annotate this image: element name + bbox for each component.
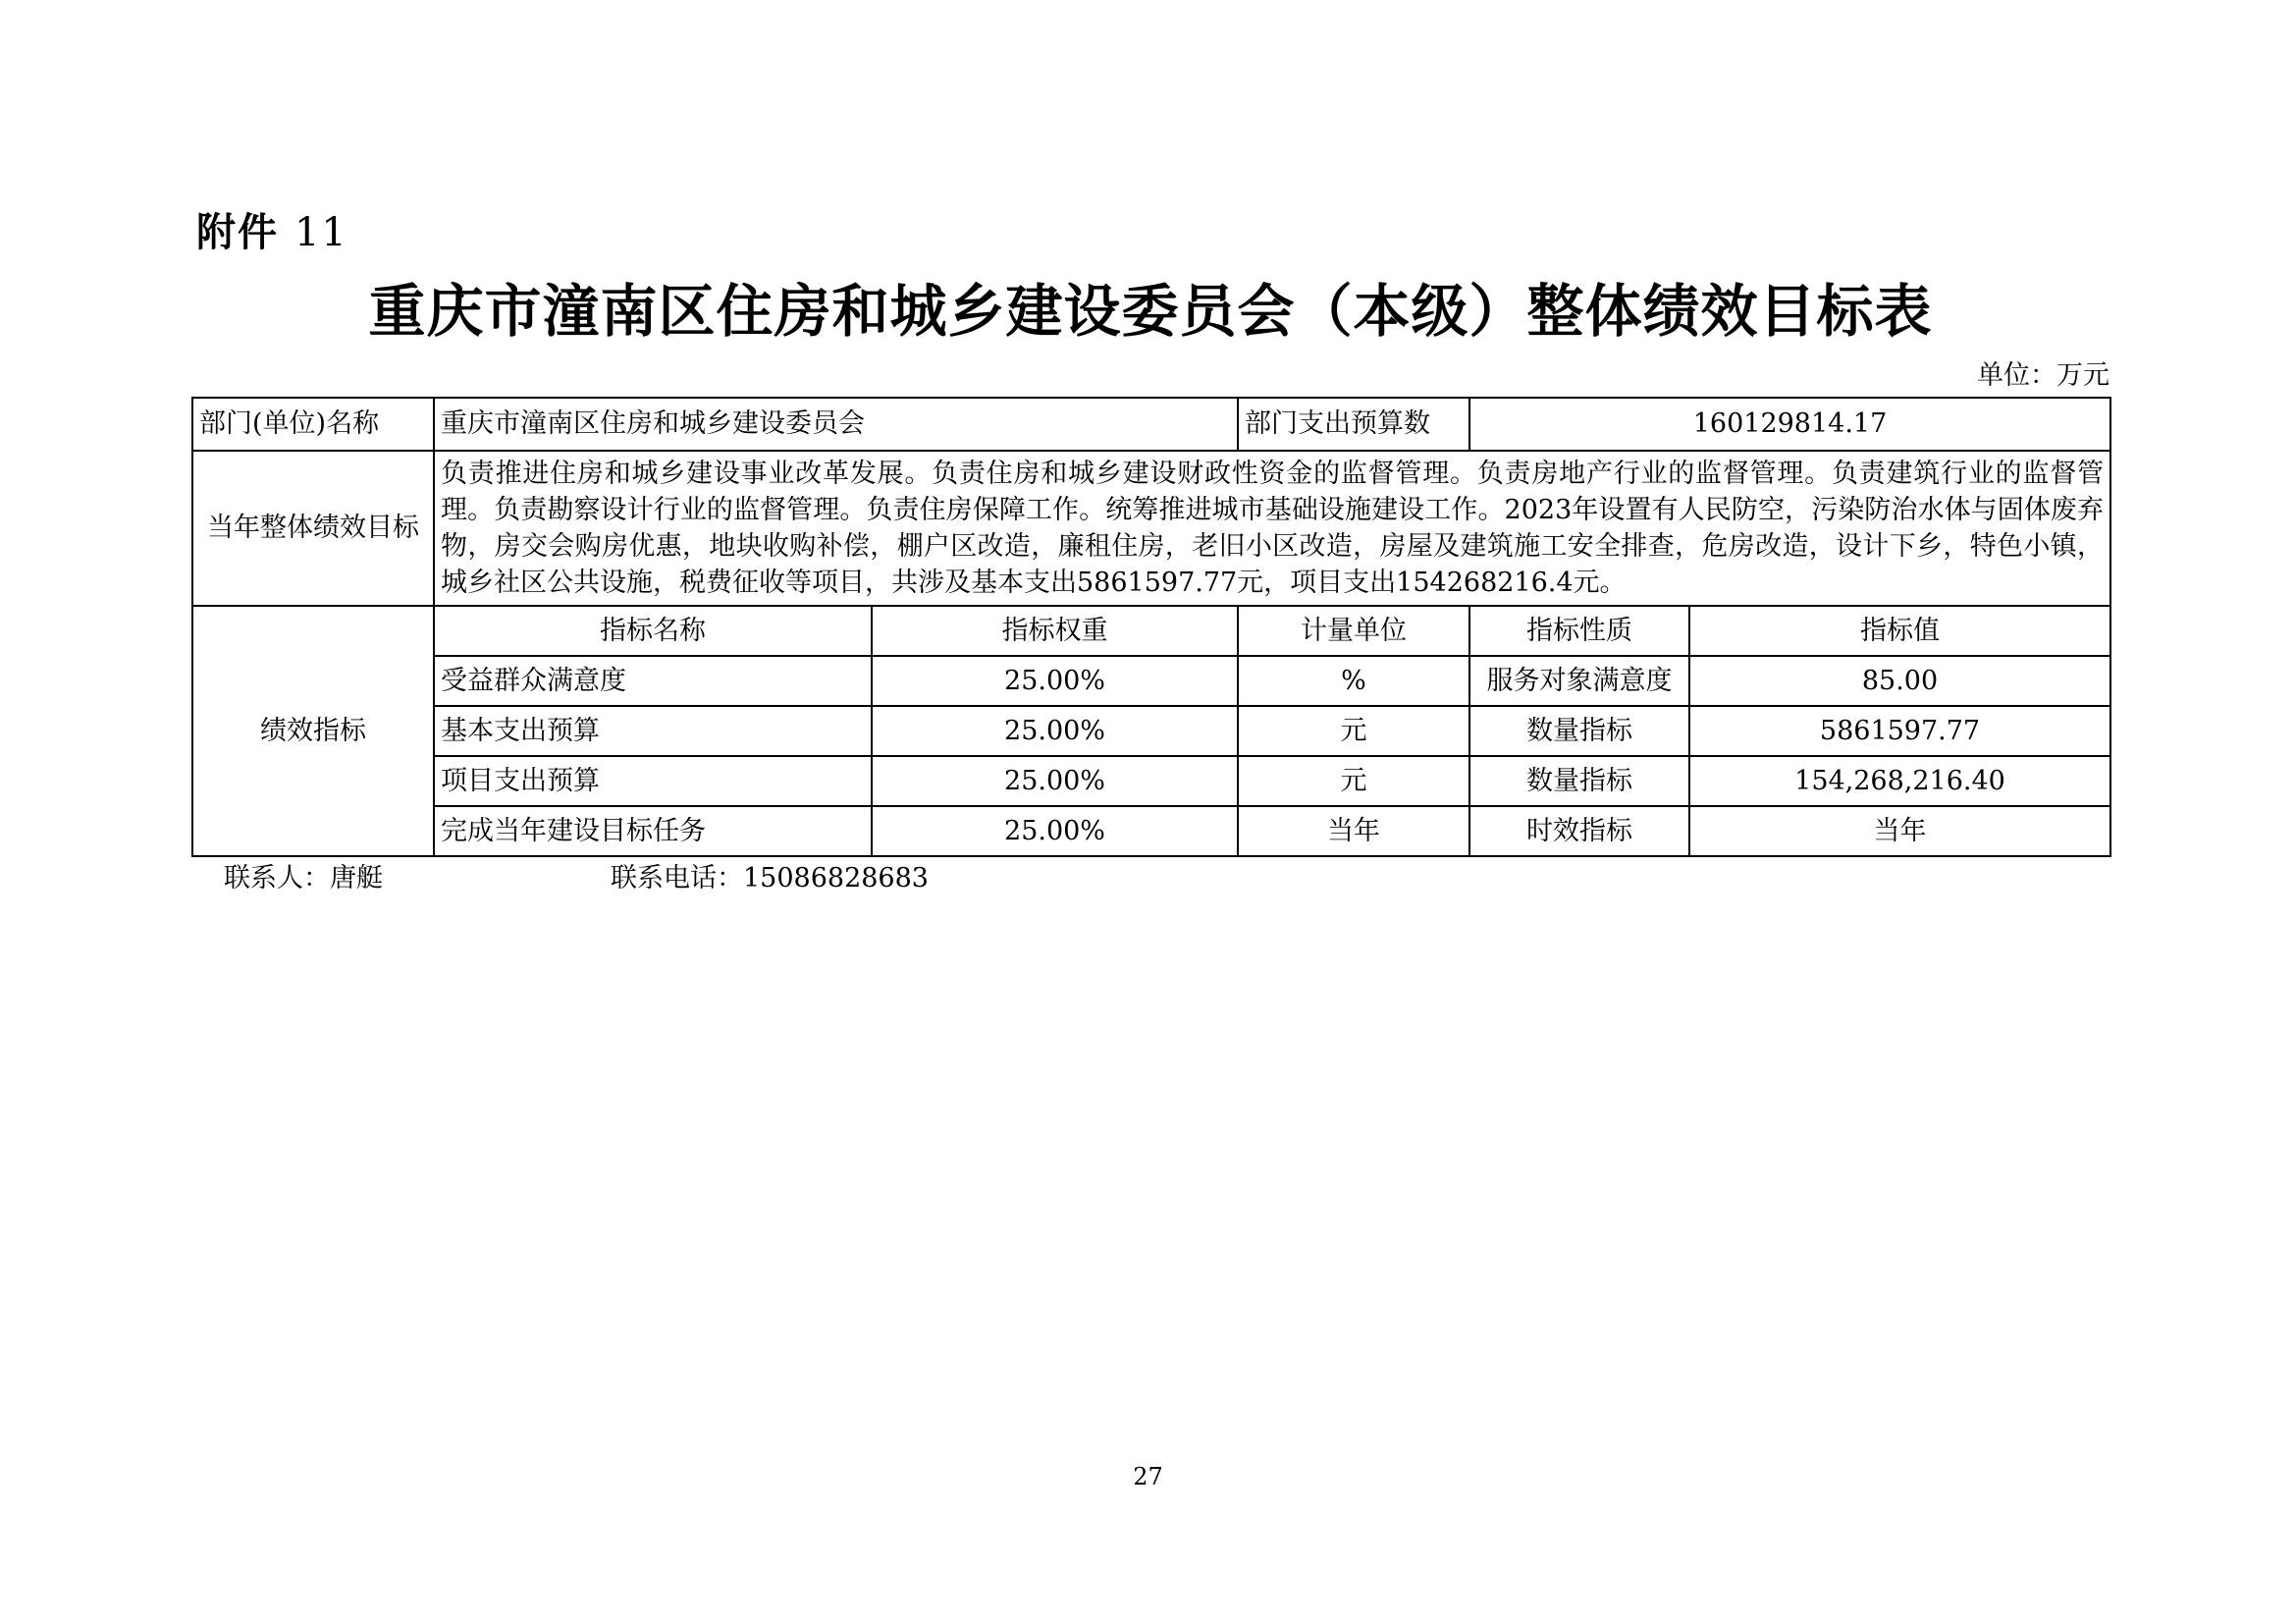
table-row — [192, 706, 2110, 756]
indicator-value: 当年 — [1689, 806, 2110, 856]
attachment-label — [196, 201, 348, 257]
goal-label: 当年整体绩效目标 — [192, 451, 434, 606]
page-number: 27 — [1133, 1463, 1163, 1490]
indicator-nature: 服务对象满意度 — [1469, 656, 1689, 706]
indicator-name: 完成当年建设目标任务 — [434, 806, 872, 856]
indicator-nature: 时效指标 — [1469, 806, 1689, 856]
dept-name-value: 重庆市潼南区住房和城乡建设委员会 — [434, 398, 1238, 451]
indicator-nature: 数量指标 — [1469, 756, 1689, 806]
header-unit: 计量单位 — [1238, 606, 1469, 656]
indicator-weight: 25.00% — [872, 656, 1238, 706]
indicator-value: 85.00 — [1689, 656, 2110, 706]
indicator-name: 基本支出预算 — [434, 706, 872, 756]
indicator-value: 5861597.77 — [1689, 706, 2110, 756]
indicator-section-label: 绩效指标 — [192, 606, 434, 856]
goal-row — [192, 451, 2110, 606]
dept-row — [192, 398, 2110, 451]
performance-table — [191, 397, 2111, 857]
indicator-unit: % — [1238, 656, 1469, 706]
page-title: 重庆市潼南区住房和城乡建设委员会（本级）整体绩效目标表 — [368, 278, 1933, 345]
header-value: 指标值 — [1689, 606, 2110, 656]
header-nature: 指标性质 — [1469, 606, 1689, 656]
table-row — [192, 656, 2110, 706]
indicator-unit: 元 — [1238, 756, 1469, 806]
dept-name-label: 部门(单位)名称 — [192, 398, 434, 451]
header-name: 指标名称 — [434, 606, 872, 656]
table-row — [192, 806, 2110, 856]
indicator-header-row — [192, 606, 2110, 656]
indicator-nature: 数量指标 — [1469, 706, 1689, 756]
contact-person: 联系人：唐艇 — [224, 863, 383, 893]
attachment-text: 附件 — [196, 210, 279, 255]
indicator-weight: 25.00% — [872, 756, 1238, 806]
indicator-unit: 当年 — [1238, 806, 1469, 856]
contact-phone: 联系电话：15086828683 — [611, 863, 929, 893]
table-row — [192, 756, 2110, 806]
indicator-weight: 25.00% — [872, 706, 1238, 756]
goal-text: 负责推进住房和城乡建设事业改革发展。负责住房和城乡建设财政性资金的监督管理。负责房地产行业的监督管理。负责建筑行业的监督管理。负责勘察设计行业的监督管理。负责住房保障工作。统筹推进城市基础设施建设工作。2023年设置有人民防空，污染防治水体与固体废弃物，房交会购房优惠，地块收购补偿，棚户区改造，廉租住房，老旧小区改造，房屋及建筑施工安全排查，危房改造，设计下乡，特色小镇，城乡社区公共设施，税费征收等项目，共涉及基本支出5861597.77元，项目支出154268216.4元。 — [434, 451, 2110, 606]
indicator-value: 154,268,216.40 — [1689, 756, 2110, 806]
dept-budget-value: 160129814.17 — [1469, 398, 2110, 451]
indicator-name: 项目支出预算 — [434, 756, 872, 806]
indicator-unit: 元 — [1238, 706, 1469, 756]
header-weight: 指标权重 — [872, 606, 1238, 656]
dept-budget-label: 部门支出预算数 — [1238, 398, 1469, 451]
unit-note: 单位：万元 — [1977, 360, 2109, 391]
attachment-number: 11 — [294, 210, 348, 255]
indicator-weight: 25.00% — [872, 806, 1238, 856]
indicator-name: 受益群众满意度 — [434, 656, 872, 706]
